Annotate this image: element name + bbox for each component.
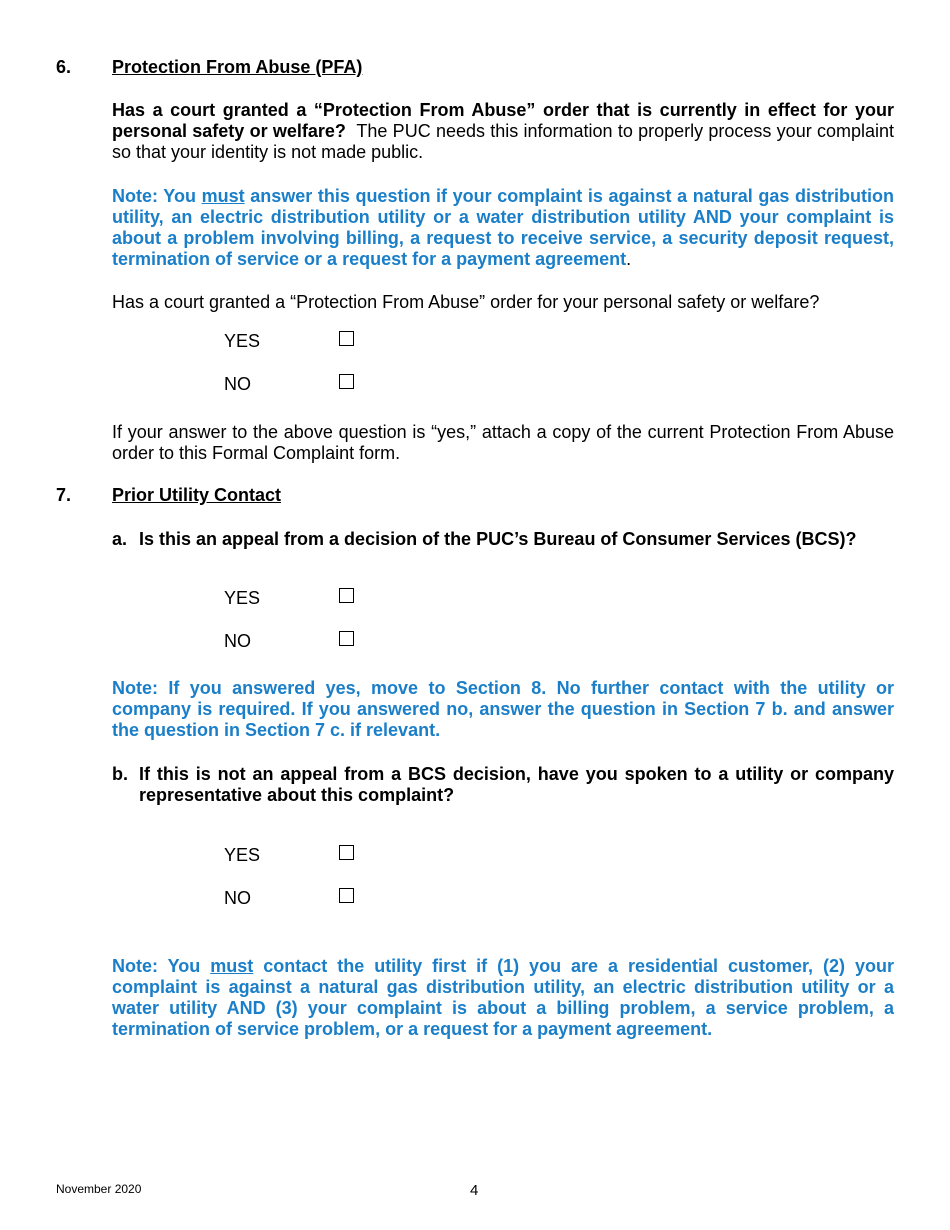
question-7a xyxy=(112,529,894,550)
pfa-question-2: Has a court granted a “Protection From Abuse” order for your personal safety or welfare? xyxy=(112,292,820,312)
q7b-yes-label: YES xyxy=(224,845,261,865)
q7b-note-prefix: Note: You xyxy=(112,956,211,976)
pfa-question-paragraph xyxy=(112,100,894,163)
question-7b-text: If this is not an appeal from a BCS decision, have you spoken to a utility or company representative about this complaint? xyxy=(139,764,894,805)
q7b-no-checkbox[interactable] xyxy=(339,888,354,903)
pfa-attach-instruction: If your answer to the above question is “yes,” attach a copy of the current Protection From Abuse order to this Formal Complaint form. xyxy=(112,422,894,463)
question-7a-letter: a. xyxy=(112,529,128,549)
q7a-note: Note: If you answered yes, move to Section 8. No further contact with the utility or company is required. If you answered no, answer the question in Section 7 b. and answer the question in Section 7 c. if relevant. xyxy=(112,678,894,740)
pfa-question-bold: Has a court granted a “Protection From Abuse” order that is currently in effect for your personal safety or welfare? xyxy=(112,100,894,141)
page-number: 4 xyxy=(470,1182,479,1199)
question-7b-letter: b. xyxy=(112,764,128,784)
pfa-question-explanation: The PUC needs this information to properly process your complaint so that your identity is not made public. xyxy=(112,121,894,162)
q7b-yes-checkbox[interactable] xyxy=(339,845,354,860)
q7a-yes-checkbox[interactable] xyxy=(339,588,354,603)
pfa-note-prefix: Note: You xyxy=(112,186,202,206)
question-7b xyxy=(112,764,894,806)
pfa-yes-label: YES xyxy=(224,331,261,351)
pfa-note xyxy=(112,186,894,270)
pfa-note-end: . xyxy=(626,249,632,269)
question-7a-text: Is this an appeal from a decision of the PUC’s Bureau of Consumer Services (BCS)? xyxy=(139,529,857,549)
section-7-number: 7. xyxy=(56,485,72,505)
q7a-yes-label: YES xyxy=(224,588,261,608)
pfa-no-checkbox[interactable] xyxy=(339,374,354,389)
section-6-number: 6. xyxy=(56,57,72,77)
pfa-no-label: NO xyxy=(224,374,251,394)
section-6-title: Protection From Abuse (PFA) xyxy=(112,57,363,77)
q7b-no-label: NO xyxy=(224,888,251,908)
footer-date: November 2020 xyxy=(56,1182,142,1196)
pfa-note-text: answer this question if your complaint is against a natural gas distribution utility, an electric distribution utility or a water distribution utility AND your complaint is about a problem involving billing, a request to receive service, a security deposit request, termination of service or a request for a payment agreement xyxy=(112,186,894,269)
q7b-note xyxy=(112,956,894,1040)
q7b-note-text: contact the utility first if (1) you are a residential customer, (2) your complaint is against a natural gas distribution utility, an electric distribution utility or a water utility AND (3) your complaint is about a billing problem, a service problem, a termination of service problem, or a request for a payment agreement. xyxy=(112,956,894,1039)
q7b-note-must: must xyxy=(210,956,254,976)
q7a-no-label: NO xyxy=(224,631,251,651)
section-7-title: Prior Utility Contact xyxy=(112,485,282,505)
pfa-note-must: must xyxy=(201,186,245,206)
q7a-no-checkbox[interactable] xyxy=(339,631,354,646)
pfa-yes-checkbox[interactable] xyxy=(339,331,354,346)
